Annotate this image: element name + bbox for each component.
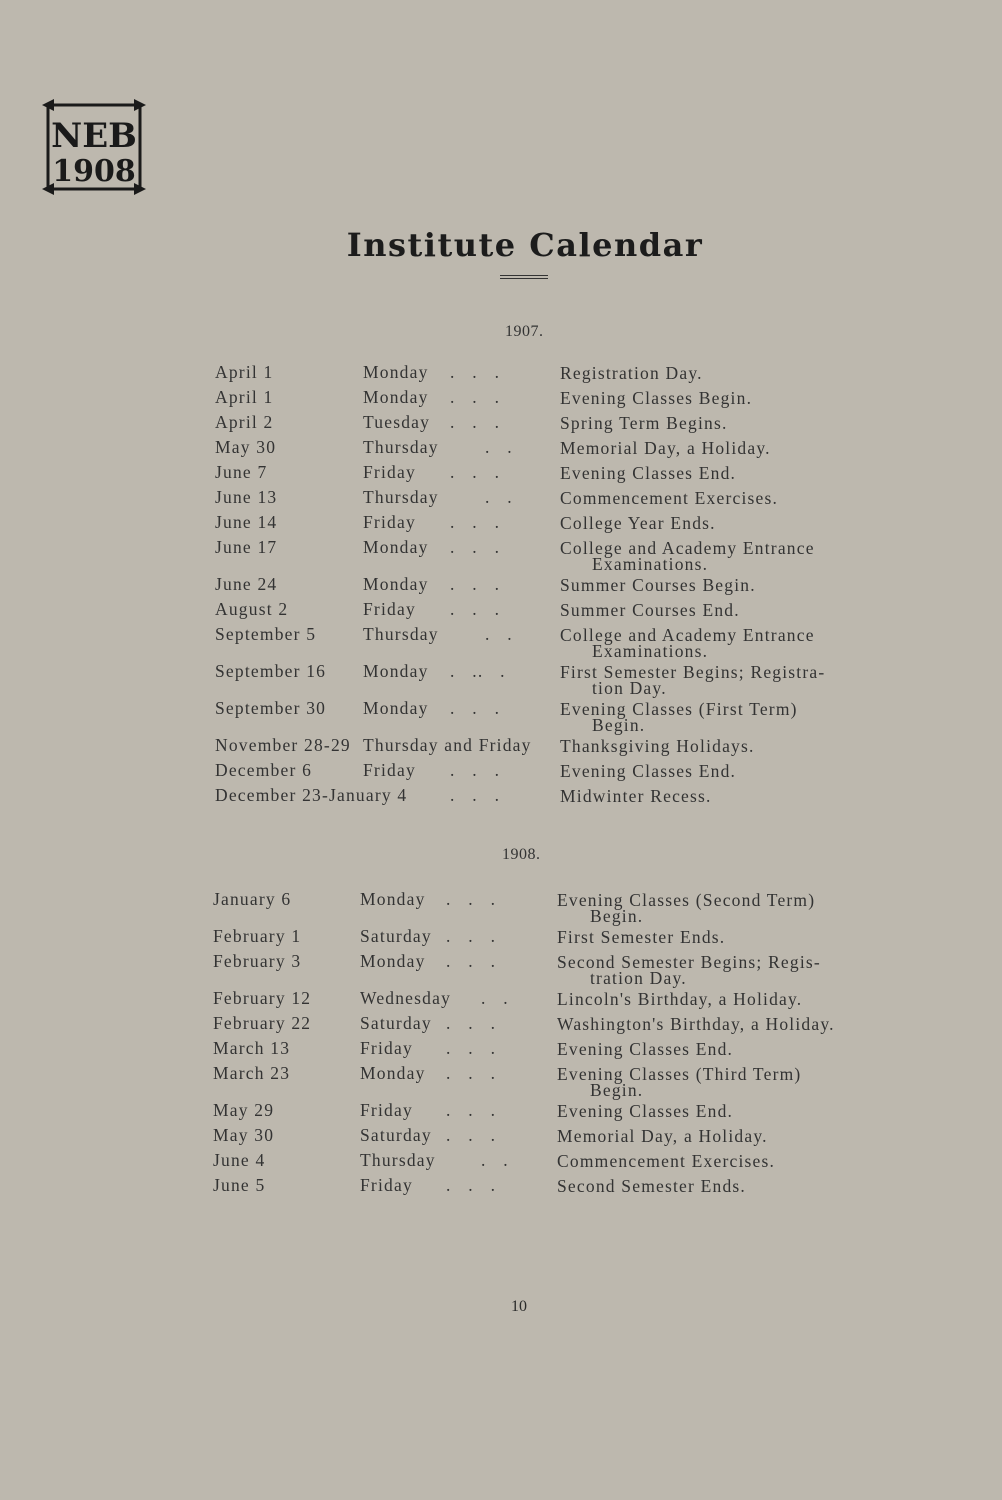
description-line: Evening Classes (Second Term) — [557, 890, 816, 910]
event-description — [560, 701, 798, 733]
description-line: First Semester Begins; Registra- — [560, 662, 826, 682]
year-heading: 1908. — [502, 846, 541, 863]
description-line: Registration Day. — [560, 363, 703, 383]
calendar-row — [0, 951, 1002, 988]
description-line: Summer Courses Begin. — [560, 575, 756, 595]
event-date: May 30 — [213, 1125, 275, 1145]
description-line: Examinations. — [592, 554, 709, 574]
description-line: Evening Classes End. — [560, 761, 737, 781]
event-weekday: Monday — [363, 387, 429, 407]
calendar-row — [0, 785, 1002, 810]
calendar-row — [0, 735, 1002, 760]
event-weekday: Saturday — [360, 926, 432, 946]
event-date: September 30 — [215, 698, 327, 718]
leader-dots: . . — [481, 1150, 509, 1170]
calendar-row — [0, 926, 1002, 951]
description-line: Second Semester Ends. — [557, 1176, 746, 1196]
event-date: February 12 — [213, 988, 312, 1008]
leader-dots: . . . — [446, 1013, 497, 1033]
event-date: June 14 — [215, 512, 278, 532]
leader-dots: . . . — [446, 951, 497, 971]
event-weekday: Thursday — [363, 487, 439, 507]
leader-dots: . . . — [450, 599, 501, 619]
event-date: December 23-January 4 — [215, 785, 408, 805]
event-description — [560, 390, 752, 406]
description-line: Spring Term Begins. — [560, 413, 728, 433]
event-description — [557, 1041, 733, 1057]
calendar-row — [0, 661, 1002, 698]
leader-dots: . . . — [450, 512, 501, 532]
page-title: Institute Calendar — [346, 226, 704, 264]
event-weekday: Monday — [363, 362, 429, 382]
calendar-row — [0, 1175, 1002, 1200]
event-date: August 2 — [215, 599, 289, 619]
description-line: Evening Classes End. — [557, 1039, 734, 1059]
event-description — [560, 763, 736, 779]
event-date: March 23 — [213, 1063, 291, 1083]
event-weekday: Monday — [363, 574, 429, 594]
description-line: Evening Classes Begin. — [560, 388, 753, 408]
event-date: November 28-29 — [215, 735, 351, 755]
calendar-row — [0, 412, 1002, 437]
calendar-row — [0, 1100, 1002, 1125]
event-description — [560, 490, 778, 506]
event-weekday: Thursday and Friday — [363, 735, 532, 755]
description-line: Evening Classes End. — [560, 463, 737, 483]
leader-dots: . . . — [450, 412, 501, 432]
event-description — [557, 991, 802, 1007]
leader-dots: . .. . — [450, 661, 506, 681]
calendar-row — [0, 574, 1002, 599]
description-line: tion Day. — [592, 678, 667, 698]
event-description — [560, 602, 740, 618]
event-description — [557, 1066, 801, 1098]
event-date: April 1 — [215, 362, 274, 382]
event-description — [560, 664, 825, 696]
event-date: May 30 — [215, 437, 277, 457]
calendar-row — [0, 1150, 1002, 1175]
leader-dots: . . . — [450, 698, 501, 718]
description-line: Commencement Exercises. — [557, 1151, 776, 1171]
event-description — [560, 577, 756, 593]
event-weekday: Wednesday — [360, 988, 452, 1008]
event-date: December 6 — [215, 760, 313, 780]
event-date: June 24 — [215, 574, 278, 594]
event-weekday: Monday — [360, 951, 426, 971]
event-weekday: Thursday — [360, 1150, 436, 1170]
calendar-row — [0, 1125, 1002, 1150]
event-weekday: Monday — [360, 1063, 426, 1083]
event-date: June 13 — [215, 487, 278, 507]
description-line: Begin. — [590, 906, 644, 926]
title-underline — [500, 275, 548, 279]
event-description — [557, 1128, 768, 1144]
leader-dots: . . . — [446, 1175, 497, 1195]
event-description — [560, 440, 771, 456]
description-line: Second Semester Begins; Regis- — [557, 952, 821, 972]
event-description — [560, 365, 703, 381]
event-weekday: Monday — [363, 661, 429, 681]
description-line: Washington's Birthday, a Holiday. — [557, 1014, 835, 1034]
calendar-row — [0, 1063, 1002, 1100]
description-line: College and Academy Entrance — [560, 538, 815, 558]
event-description — [560, 627, 815, 659]
description-line: Evening Classes (Third Term) — [557, 1064, 802, 1084]
description-line: Summer Courses End. — [560, 600, 740, 620]
event-weekday: Friday — [360, 1100, 413, 1120]
leader-dots: . . . — [446, 1100, 497, 1120]
event-description — [560, 465, 736, 481]
event-description — [557, 929, 725, 945]
event-weekday: Thursday — [363, 437, 439, 457]
event-weekday: Friday — [363, 760, 416, 780]
calendar-row — [0, 698, 1002, 735]
calendar-list — [0, 362, 1002, 810]
calendar-row — [0, 760, 1002, 785]
event-weekday: Monday — [360, 889, 426, 909]
event-date: June 17 — [215, 537, 278, 557]
calendar-row — [0, 487, 1002, 512]
event-date: May 29 — [213, 1100, 275, 1120]
event-date: January 6 — [213, 889, 292, 909]
yearbook-logo — [40, 97, 148, 197]
leader-dots: . . . — [446, 889, 497, 909]
event-date: April 1 — [215, 387, 274, 407]
calendar-row — [0, 889, 1002, 926]
leader-dots: . . . — [450, 785, 501, 805]
calendar-row — [0, 624, 1002, 661]
description-line: Midwinter Recess. — [560, 786, 712, 806]
description-line: Lincoln's Birthday, a Holiday. — [557, 989, 803, 1009]
event-weekday: Thursday — [363, 624, 439, 644]
event-description — [557, 1016, 835, 1032]
description-line: Thanksgiving Holidays. — [560, 736, 755, 756]
leader-dots: . . — [485, 487, 513, 507]
event-date: March 13 — [213, 1038, 291, 1058]
event-date: February 3 — [213, 951, 302, 971]
leader-dots: . . . — [450, 760, 501, 780]
calendar-row — [0, 387, 1002, 412]
event-weekday: Friday — [363, 462, 416, 482]
description-line: Begin. — [592, 715, 646, 735]
event-description — [560, 738, 755, 754]
description-line: Memorial Day, a Holiday. — [560, 438, 771, 458]
leader-dots: . . . — [446, 926, 497, 946]
leader-dots: . . . — [450, 387, 501, 407]
calendar-row — [0, 537, 1002, 574]
calendar-row — [0, 362, 1002, 387]
leader-dots: . . . — [446, 1125, 497, 1145]
leader-dots: . . — [481, 988, 509, 1008]
year-heading: 1907. — [505, 323, 544, 340]
event-weekday: Friday — [363, 599, 416, 619]
event-description — [557, 892, 815, 924]
event-description — [560, 515, 716, 531]
description-line: Examinations. — [592, 641, 709, 661]
calendar-row — [0, 599, 1002, 624]
calendar-row — [0, 988, 1002, 1013]
event-description — [557, 1103, 733, 1119]
event-weekday: Monday — [363, 698, 429, 718]
svg-text:1908: 1908 — [52, 154, 136, 189]
event-description — [560, 788, 712, 804]
event-date: February 1 — [213, 926, 302, 946]
event-date: June 4 — [213, 1150, 266, 1170]
description-line: Evening Classes End. — [557, 1101, 734, 1121]
leader-dots: . . . — [450, 537, 501, 557]
event-date: April 2 — [215, 412, 274, 432]
description-line: First Semester Ends. — [557, 927, 726, 947]
event-weekday: Saturday — [360, 1125, 432, 1145]
leader-dots: . . — [485, 437, 513, 457]
description-line: tration Day. — [590, 968, 687, 988]
leader-dots: . . . — [450, 462, 501, 482]
event-date: June 7 — [215, 462, 268, 482]
page-number: 10 — [511, 1298, 527, 1315]
event-weekday: Monday — [363, 537, 429, 557]
calendar-row — [0, 462, 1002, 487]
event-weekday: Tuesday — [363, 412, 431, 432]
event-description — [560, 540, 815, 572]
leader-dots: . . . — [446, 1038, 497, 1058]
description-line: Begin. — [590, 1080, 644, 1100]
event-date: September 16 — [215, 661, 327, 681]
event-description — [557, 1178, 746, 1194]
event-weekday: Friday — [360, 1175, 413, 1195]
calendar-row — [0, 1013, 1002, 1038]
event-date: June 5 — [213, 1175, 266, 1195]
event-weekday: Saturday — [360, 1013, 432, 1033]
description-line: College and Academy Entrance — [560, 625, 815, 645]
calendar-row — [0, 512, 1002, 537]
svg-text:NEB: NEB — [51, 116, 137, 156]
description-line: Commencement Exercises. — [560, 488, 779, 508]
description-line: Memorial Day, a Holiday. — [557, 1126, 768, 1146]
description-line: Evening Classes (First Term) — [560, 699, 798, 719]
event-date: February 22 — [213, 1013, 312, 1033]
event-description — [557, 954, 821, 986]
event-date: September 5 — [215, 624, 317, 644]
calendar-row — [0, 437, 1002, 462]
event-description — [560, 415, 728, 431]
event-description — [557, 1153, 775, 1169]
description-line: College Year Ends. — [560, 513, 716, 533]
event-weekday: Friday — [360, 1038, 413, 1058]
leader-dots: . . . — [450, 362, 501, 382]
event-weekday: Friday — [363, 512, 416, 532]
leader-dots: . . — [485, 624, 513, 644]
calendar-list — [0, 889, 1002, 1200]
leader-dots: . . . — [446, 1063, 497, 1083]
calendar-row — [0, 1038, 1002, 1063]
leader-dots: . . . — [450, 574, 501, 594]
